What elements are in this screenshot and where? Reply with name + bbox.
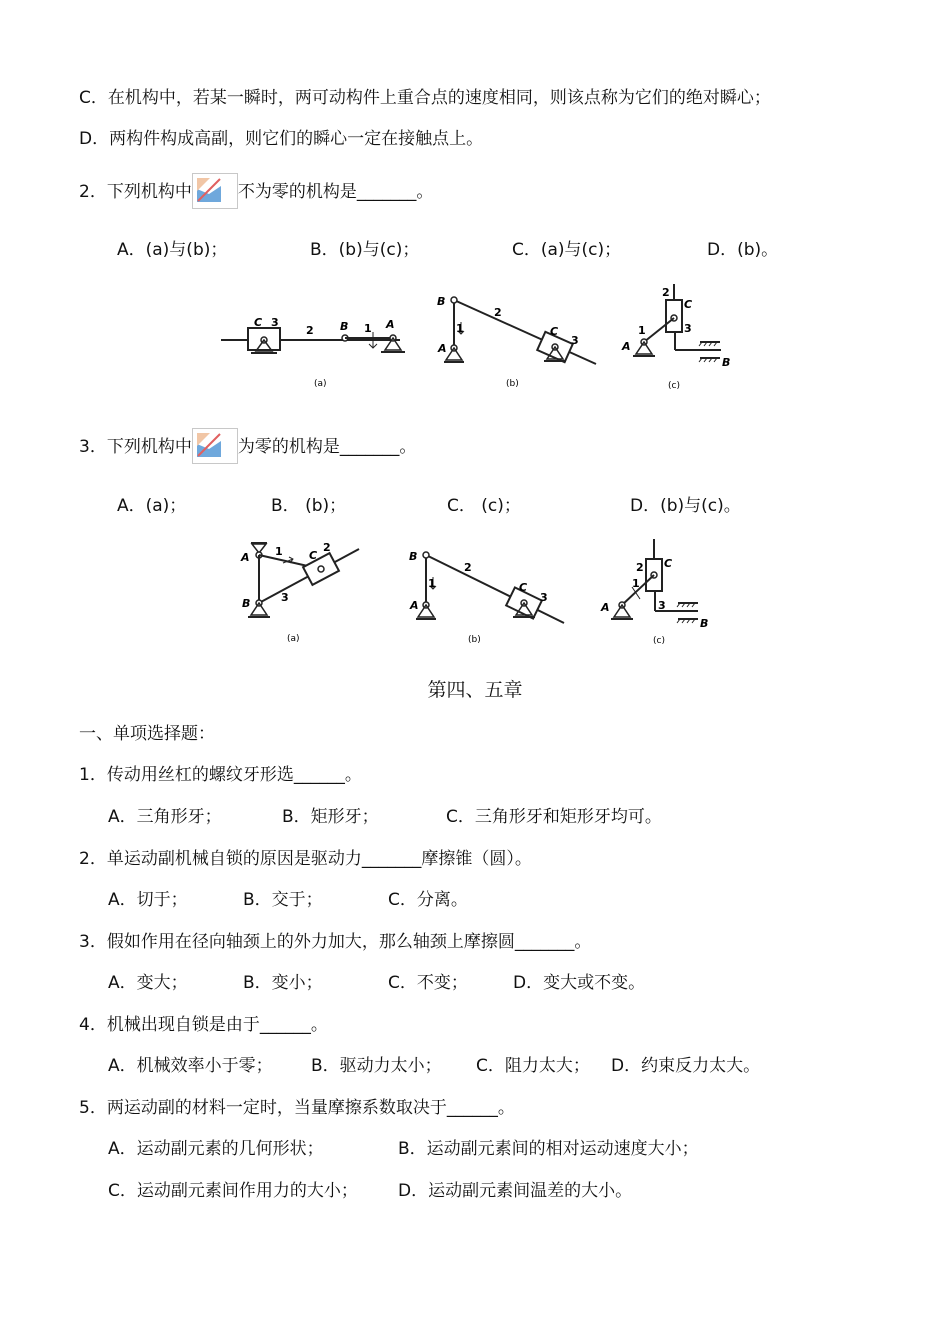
q2a-label-2: 2	[306, 324, 314, 337]
q2a-label-1: 1	[364, 322, 372, 335]
ch-q1-option-c[interactable]: C．三角形牙和矩形牙均可。	[446, 807, 662, 827]
q2b-caption: (b)	[506, 379, 519, 389]
ch-q5-option-b[interactable]: B．运动副元素间的相对运动速度大小；	[398, 1139, 699, 1159]
ch-q5-option-a[interactable]: A．运动副元素的几何形状；	[108, 1139, 324, 1159]
q2-figure-a	[218, 300, 418, 395]
q3-stem	[79, 428, 416, 464]
q2b-label-c: C	[550, 325, 559, 338]
ch-q1-option-b[interactable]: B．矩形牙；	[282, 807, 379, 827]
ch-q4-stem: 4．机械出现自锁是由于______。	[79, 1015, 328, 1035]
q2b-label-b: B	[437, 295, 446, 308]
q2c-caption: (c)	[668, 381, 680, 391]
q3c-label-b: B	[700, 617, 709, 630]
ch-q3-option-a[interactable]: A．变大；	[108, 973, 188, 993]
ch-q4-option-d[interactable]: D．约束反力太大。	[611, 1056, 761, 1076]
q3-option-b[interactable]: B． (b)；	[271, 496, 347, 516]
q3b-label-3: 3	[540, 591, 548, 604]
ch-q2-option-c[interactable]: C．分离。	[388, 890, 468, 910]
broken-image-icon	[192, 428, 238, 464]
q2c-label-3: 3	[684, 322, 692, 335]
chapter-title: 第四、五章	[427, 679, 523, 701]
q3c-label-2: 2	[636, 561, 644, 574]
q3c-label-1: 1	[632, 577, 640, 590]
ch-q3-option-c[interactable]: C．不变；	[388, 973, 468, 993]
q2-option-b[interactable]: B．(b)与(c)；	[310, 240, 420, 260]
q2a-caption: (a)	[314, 379, 327, 389]
q3-option-c[interactable]: C． (c)；	[447, 496, 521, 516]
section-title: 一、单项选择题：	[79, 724, 215, 744]
q3-figure-b	[406, 545, 571, 650]
statement-d: D．两构件构成高副，则它们的瞬心一定在接触点上。	[79, 129, 484, 149]
q2c-label-c: C	[684, 298, 693, 311]
q3a-caption: (a)	[287, 634, 300, 644]
q3-option-a[interactable]: A．(a)；	[117, 496, 187, 516]
q2b-label-a: A	[438, 342, 447, 355]
q3b-label-c: C	[519, 581, 528, 594]
q2b-label-1: 1	[456, 322, 464, 335]
ch-q2-stem: 2．单运动副机械自锁的原因是驱动力_______摩擦锥（圆）。	[79, 849, 532, 869]
q3b-label-a: A	[410, 599, 419, 612]
q3c-caption: (c)	[653, 636, 665, 646]
q2c-label-1: 1	[638, 324, 646, 337]
q2a-label-b: B	[340, 320, 349, 333]
q2-figure-b	[434, 290, 604, 395]
q2a-label-3: 3	[271, 316, 279, 329]
q3-stem-after: 为零的机构是_______。	[237, 437, 417, 457]
ch-q5-option-d[interactable]: D．运动副元素间温差的大小。	[398, 1181, 633, 1201]
ch-q4-option-c[interactable]: C．阻力太大；	[476, 1056, 590, 1076]
ch-q3-option-b[interactable]: B．变小；	[243, 973, 323, 993]
q2-option-a[interactable]: A．(a)与(b)；	[117, 240, 228, 260]
q2c-label-a: A	[622, 340, 631, 353]
statement-c: C．在机构中，若某一瞬时，两可动构件上重合点的速度相同，则该点称为它们的绝对瞬心；	[79, 88, 771, 108]
q3b-label-b: B	[409, 550, 418, 563]
ch-q3-option-d[interactable]: D．变大或不变。	[513, 973, 646, 993]
q2a-label-c: C	[254, 316, 263, 329]
ch-q4-option-b[interactable]: B．驱动力太小；	[311, 1056, 442, 1076]
q3a-label-2: 2	[323, 541, 331, 554]
q2-stem	[79, 173, 433, 209]
ch-q2-option-a[interactable]: A．切于；	[108, 890, 188, 910]
q3a-label-3: 3	[281, 591, 289, 604]
q3a-label-a: A	[241, 551, 250, 564]
q3a-label-b: B	[242, 597, 251, 610]
q3c-label-a: A	[601, 601, 610, 614]
q2-option-c[interactable]: C．(a)与(c)；	[512, 240, 622, 260]
q2-stem-before: 2．下列机构中	[79, 182, 192, 202]
ch-q4-option-a[interactable]: A．机械效率小于零；	[108, 1056, 273, 1076]
ch-q1-stem: 1．传动用丝杠的螺纹牙形选______。	[79, 765, 362, 785]
q3a-label-c: C	[309, 549, 318, 562]
q3-stem-before: 3．下列机构中	[79, 437, 192, 457]
q2b-label-2: 2	[494, 306, 502, 319]
ch-q5-stem: 5．两运动副的材料一定时，当量摩擦系数取决于______。	[79, 1098, 515, 1118]
q3b-caption: (b)	[468, 635, 481, 645]
q2b-label-3: 3	[571, 334, 579, 347]
q3a-label-1: 1	[275, 545, 283, 558]
q2a-label-a: A	[386, 318, 395, 331]
q2-stem-after: 不为零的机构是_______。	[237, 182, 434, 202]
ch-q3-stem: 3．假如作用在径向轴颈上的外力加大，那么轴颈上摩擦圆_______。	[79, 932, 592, 952]
q3-figure-c	[598, 535, 718, 650]
q3-option-d[interactable]: D．(b)与(c)。	[630, 496, 741, 516]
q3c-label-3: 3	[658, 599, 666, 612]
q3c-label-c: C	[664, 557, 673, 570]
ch-q2-option-b[interactable]: B．交于；	[243, 890, 323, 910]
q2c-label-2: 2	[662, 286, 670, 299]
ch-q1-option-a[interactable]: A．三角形牙；	[108, 807, 222, 827]
q3b-label-1: 1	[428, 577, 436, 590]
q3b-label-2: 2	[464, 561, 472, 574]
ch-q5-option-c[interactable]: C．运动副元素间作用力的大小；	[108, 1181, 358, 1201]
q2-option-d[interactable]: D．(b)。	[707, 240, 779, 260]
q3-figure-a	[235, 535, 365, 650]
q2c-label-b: B	[722, 356, 731, 369]
broken-image-icon	[192, 173, 238, 209]
q2-figure-c	[618, 280, 738, 395]
